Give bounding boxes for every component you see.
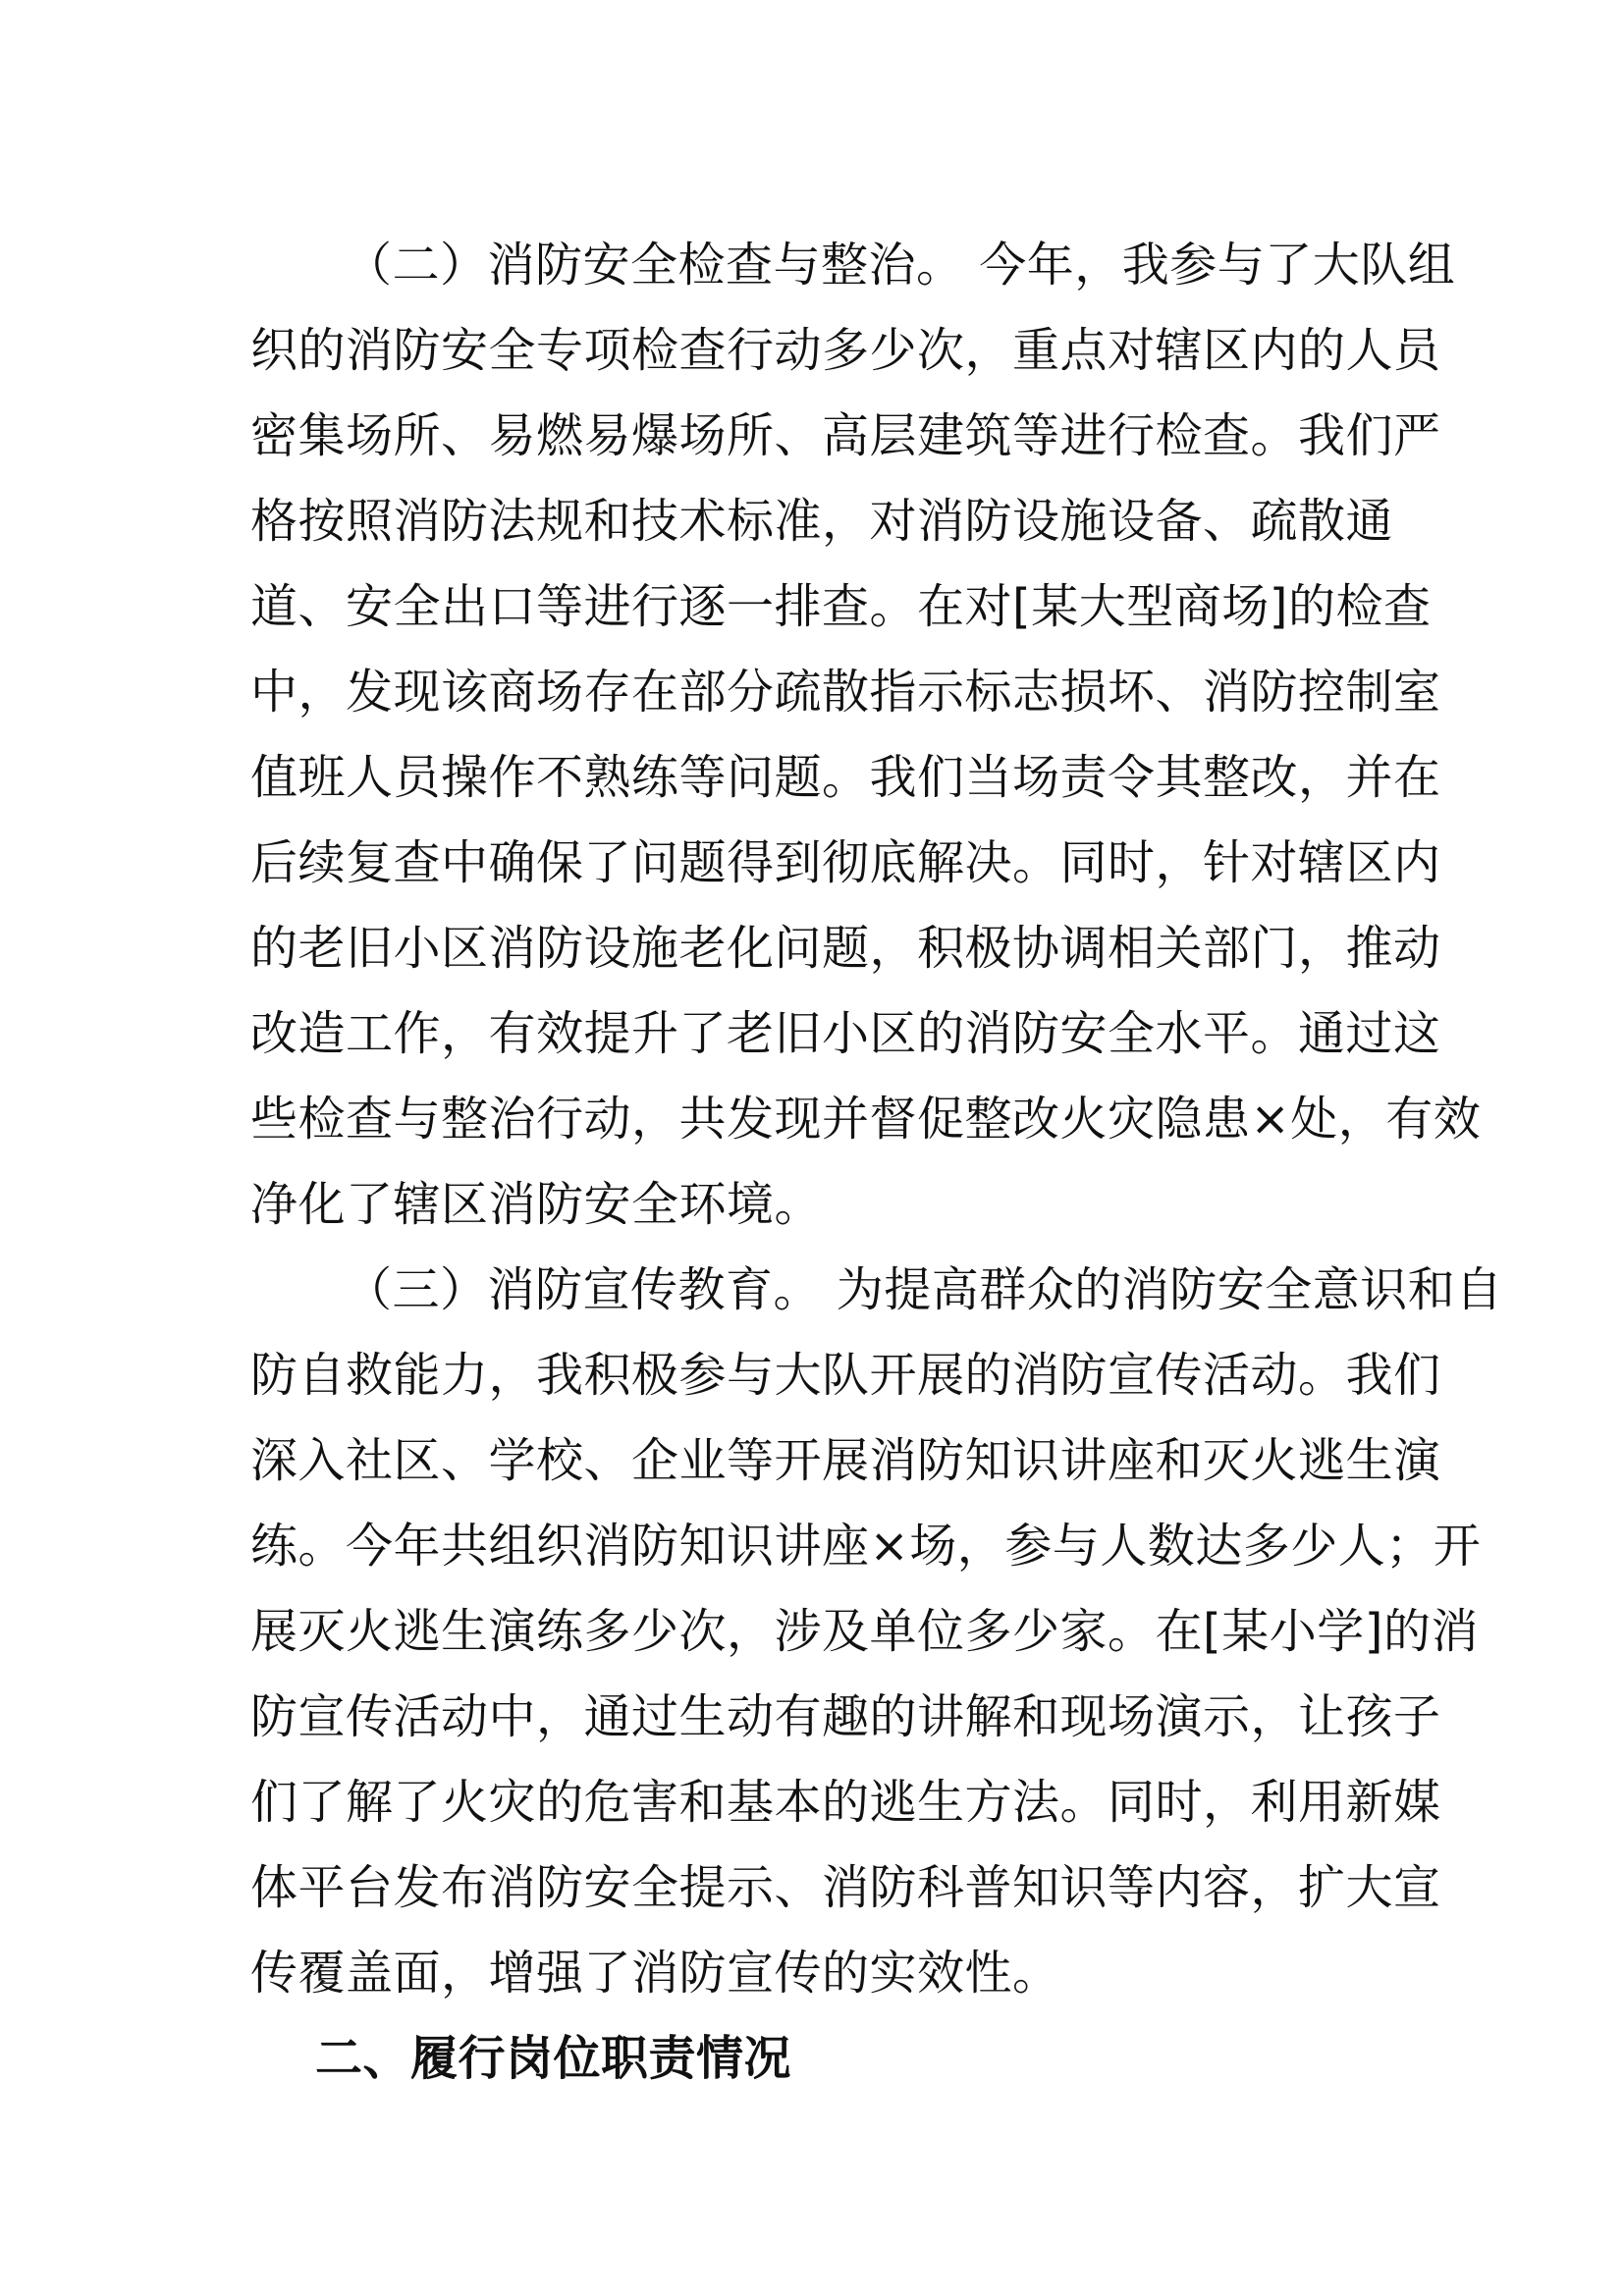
paragraph-line: 防自救能力，我积极参与大队开展的消防宣传活动。我们 [250,1348,1441,1403]
paragraph-line: 些检查与整治行动，共发现并督促整改火灾隐患×处，有效 [250,1092,1482,1147]
paragraph-line: 们了解了火灾的危害和基本的逃生方法。同时，利用新媒 [250,1775,1441,1830]
paragraph-line: 展灭火逃生演练多少次，涉及单位多少家。在[某小学]的消 [250,1604,1479,1659]
paragraph-line: 练。今年共组织消防知识讲座×场，参与人数达多少人；开 [250,1519,1482,1574]
paragraph-line: 值班人员操作不熟练等问题。我们当场责令其整改，并在 [250,750,1441,805]
paragraph-line: 改造工作，有效提升了老旧小区的消防安全水平。通过这 [250,1006,1441,1061]
paragraph-line: 后续复查中确保了问题得到彻底解决。同时，针对辖区内 [250,835,1441,890]
paragraph-line: 密集场所、易燃易爆场所、高层建筑等进行检查。我们严 [250,408,1441,463]
paragraph-fire-safety-inspection [250,223,1482,1248]
paragraph-line: 深入社区、学校、企业等开展消防知识讲座和灭火逃生演 [250,1433,1441,1488]
section-heading: 二、履行岗位职责情况 [315,2031,792,2086]
paragraph-line: （二）消防安全检查与整治。 今年，我参与了大队组 [345,238,1456,293]
paragraph-line: 传覆盖面，增强了消防宣传的实效性。 [250,1946,1060,2001]
paragraph-line: 格按照消防法规和技术标准，对消防设施设备、疏散通 [250,494,1394,549]
paragraph-line: 体平台发布消防安全提示、消防科普知识等内容，扩大宣 [250,1860,1441,1915]
document-body [250,223,1503,2102]
paragraph-line: 织的消防安全专项检查行动多少次，重点对辖区内的人员 [250,323,1441,378]
paragraph-line: 中，发现该商场存在部分疏散指示标志损坏、消防控制室 [250,665,1441,720]
paragraph-line: （三）消防宣传教育。 为提高群众的消防安全意识和自 [345,1262,1503,1317]
paragraph-line: 的老旧小区消防设施老化问题，积极协调相关部门，推动 [250,921,1441,976]
paragraph-fire-safety-education [250,1248,1503,2016]
paragraph-line: 道、安全出口等进行逐一排查。在对[某大型商场]的检查 [250,579,1432,634]
paragraph-line: 净化了辖区消防安全环境。 [250,1177,823,1232]
paragraph-line: 防宣传活动中，通过生动有趣的讲解和现场演示，让孩子 [250,1689,1441,1744]
